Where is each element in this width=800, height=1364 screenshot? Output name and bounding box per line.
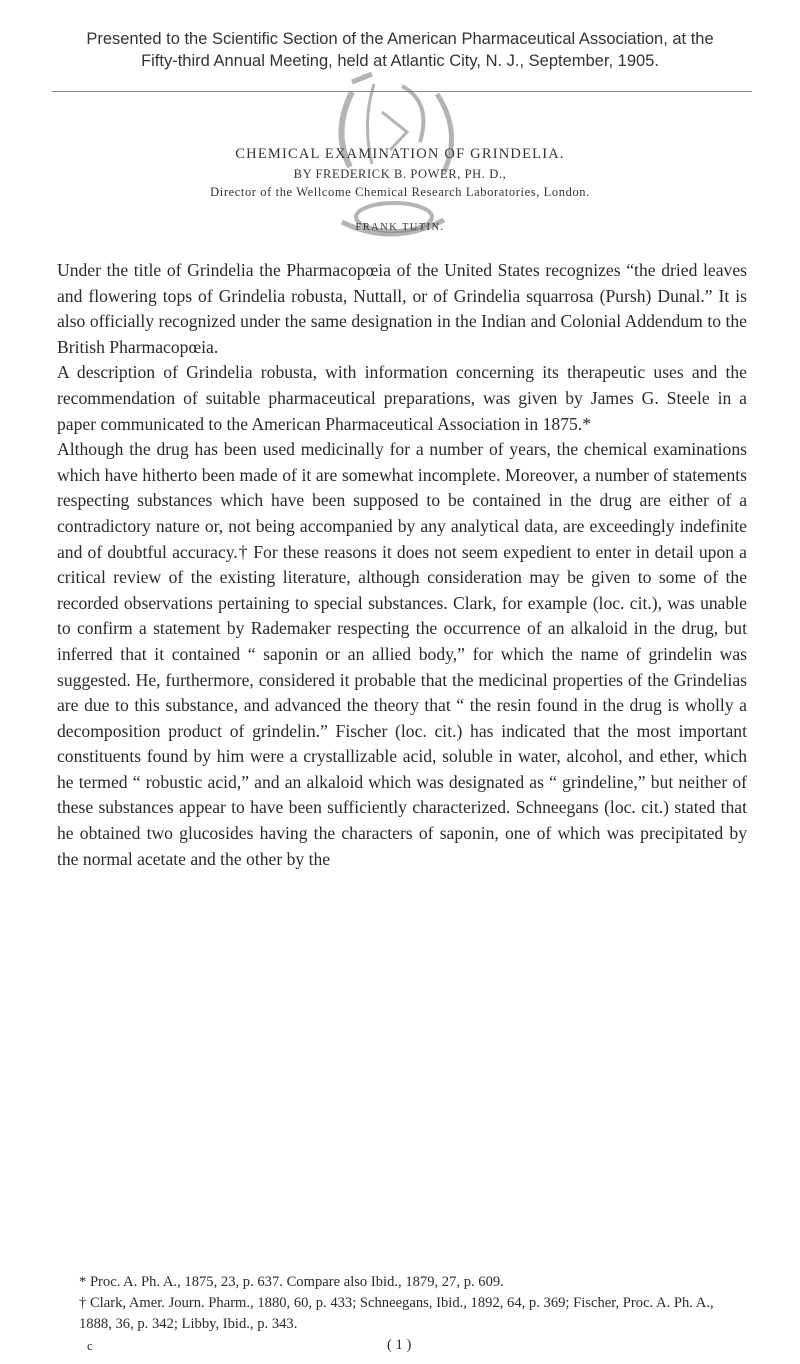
article-body [57, 258, 747, 872]
article-title: CHEMICAL EXAMINATION OF GRINDELIA. [235, 146, 565, 162]
paragraph-3: Although the drug has been used medicinally for a number of years, the chemical examinations which have hitherto been made of it are somewhat incomplete. Moreover, a number of statements respecting substances which have been supposed to be contained in the drug are either of a contradictory nature or, not being accompanied by any analytical data, are exceedingly indefinite and of doubtful accuracy.† For these reasons it does not seem expedient to enter in detail upon a critical review of the existing literature, although consideration may be given to some of the recorded observations pertaining to special substances. Clark, for example (loc. cit.), was unable to confirm a statement by Rademaker respecting the occurrence of an alkaloid in the drug, but inferred that it contained “ saponin or an allied body,” for which the name of grindelin was suggested. He, furthermore, considered it probable that the medicinal properties of the Grindelias are due to this substance, and advanced the theory that “ the resin found in the drug is wholly a decomposition product of grindelin.” Fischer (loc. cit.) has indicated that the most important constituents found by him were a crystallizable acid, soluble in water, alcohol, and ether, which he termed “ robustic acid,” and an alkaloid which was designated as “ grindeline,” but neither of these substances appear to have been sufficiently characterized. Schneegans (loc. cit.) stated that he obtained two glucosides having the characters of saponin, one of which was precipitated by the normal acetate and the other by the [57, 439, 747, 869]
page-number: ( 1 ) [387, 1337, 412, 1353]
article-title-block [40, 146, 760, 233]
footnotes [57, 1272, 747, 1356]
article-byline: BY FREDERICK B. POWER, PH. D., [293, 167, 507, 181]
signature-mark: c [87, 1338, 93, 1353]
header-line-2: Fifty-third Annual Meeting, held at Atlantic City, N. J., September, 1905. [141, 52, 659, 70]
author-affiliation: Director of the Wellcome Chemical Research Laboratories, London. [210, 185, 590, 199]
paragraph-2: A description of Grindelia robusta, with information concerning its therapeutic uses and the recommendation of suitable pharmaceutical preparations, was given by James G. Steele in a paper communicated to the American Pharmaceutical Association in 1875.* [57, 362, 747, 434]
paragraph-1: Under the title of Grindelia the Pharmacopœia of the United States recognizes “the dried leaves and flowering tops of Grindelia robusta, Nuttall, or of Grindelia squarrosa (Pursh) Dunal.” It is also officially recognized under the same designation in the Indian and Colonial Addendum to the British Pharmacopœia. [57, 260, 747, 357]
footnote-2: † Clark, Amer. Journ. Pharm., 1880, 60, p. 433; Schneegans, Ibid., 1892, 64, p. 369; Fischer, Proc. A. Ph. A., 1888, 36, p. 342; Libby, Ibid., p. 343. [79, 1295, 714, 1332]
header-line-1: Presented to the Scientific Section of the American Pharmaceutical Association, at the [86, 30, 714, 48]
footnote-1: * Proc. A. Ph. A., 1875, 23, p. 637. Compare also Ibid., 1879, 27, p. 609. [79, 1274, 504, 1290]
presentation-header [40, 28, 760, 72]
page-footer [57, 1335, 747, 1356]
coauthor-name: FRANK TUTIN. [355, 222, 445, 233]
